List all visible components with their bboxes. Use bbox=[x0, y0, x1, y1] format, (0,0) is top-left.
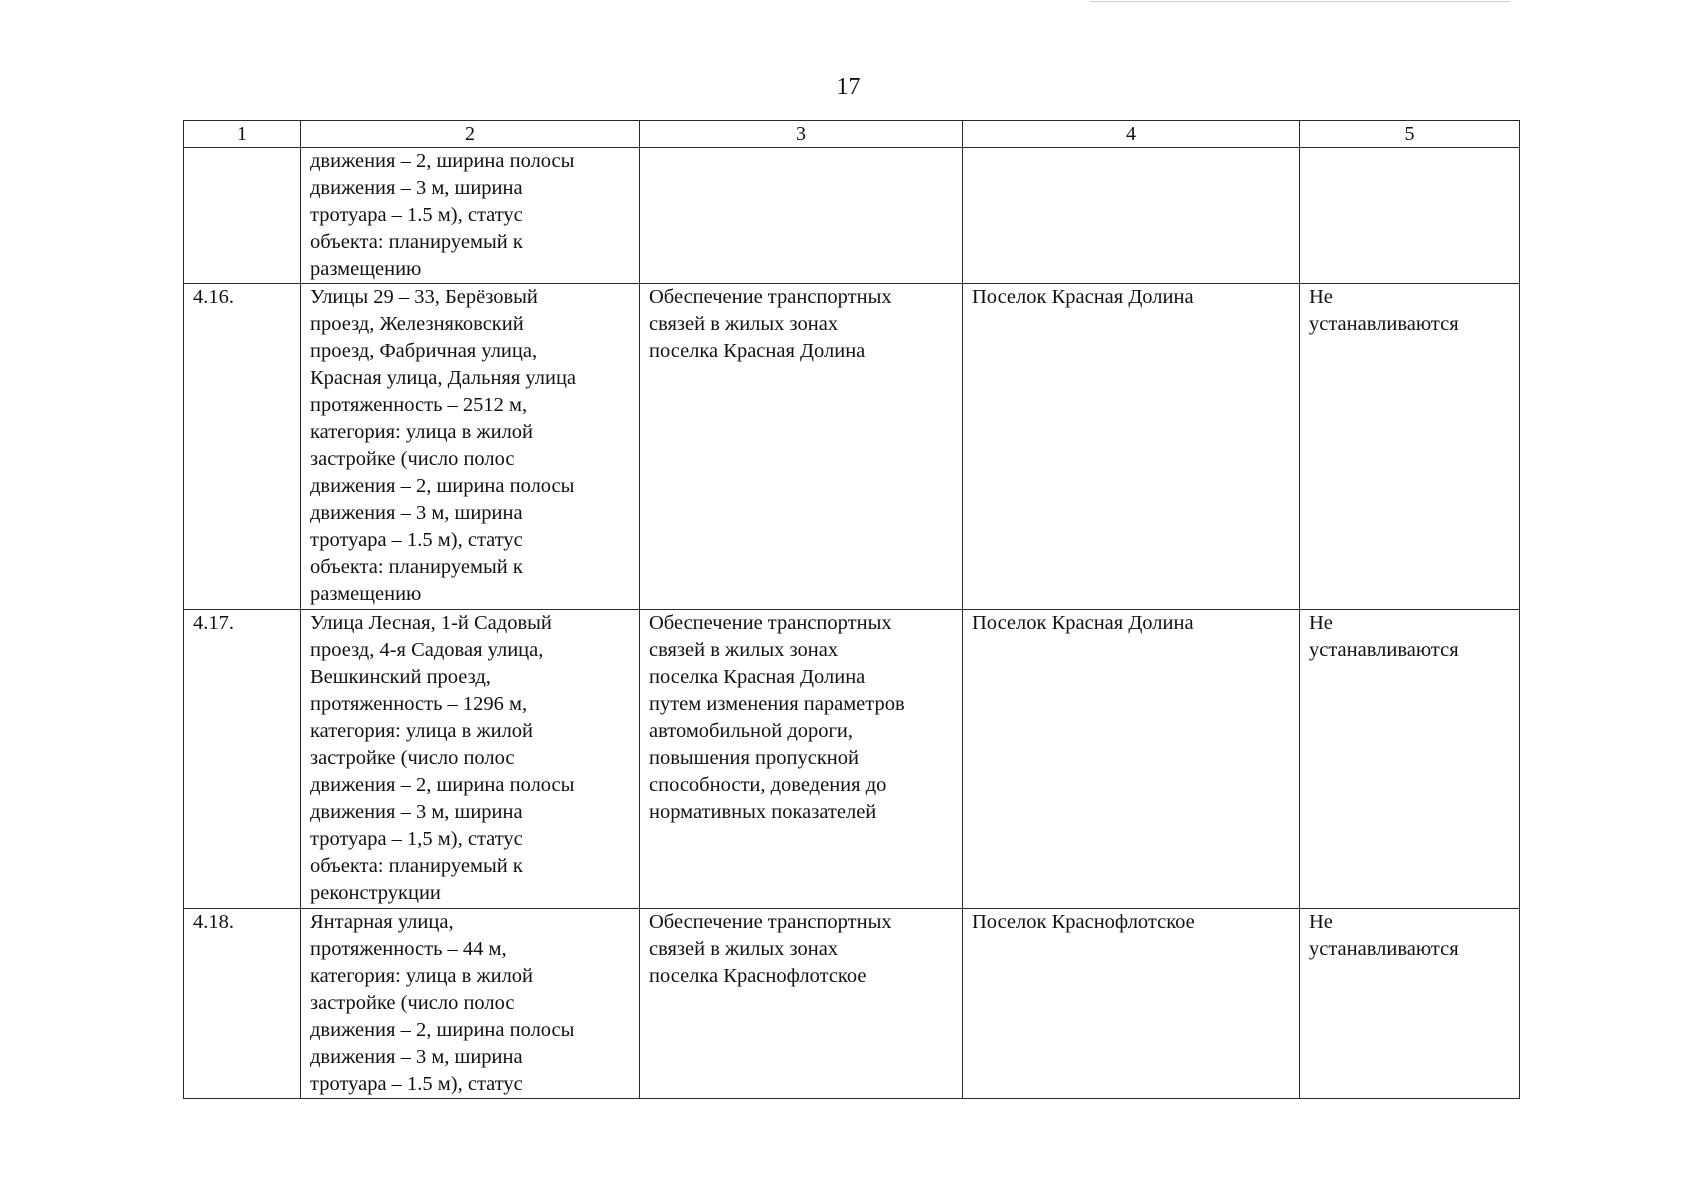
page-number: 17 bbox=[836, 74, 861, 100]
description-cell bbox=[301, 284, 640, 610]
zones-cell bbox=[1300, 284, 1520, 610]
description-cell bbox=[301, 610, 640, 909]
row-number: 4.17. bbox=[193, 612, 234, 634]
table-row bbox=[184, 909, 1520, 1099]
header-cell-3: 3 bbox=[640, 121, 963, 148]
purpose-cell bbox=[640, 610, 963, 909]
zones-cell bbox=[1300, 148, 1520, 284]
purpose-cell bbox=[640, 909, 963, 1099]
table-row bbox=[184, 284, 1520, 610]
row-number-cell bbox=[184, 610, 301, 909]
description-cell bbox=[301, 148, 640, 284]
object-purpose: Обеспечение транспортных связей в жилых зонах поселка Красная Долина путем изменения параметров автомобильной дороги, повышения пропускной способности, доведения до нормативных показателей bbox=[649, 612, 905, 823]
object-location: Поселок Красная Долина bbox=[972, 612, 1194, 634]
object-description: Янтарная улица, протяженность – 44 м, категория: улица в жилой застройке (число полос движения – 2, ширина полосы движения – 3 м, ширина тротуара – 1.5 м), статус bbox=[310, 911, 575, 1095]
description-cell bbox=[301, 909, 640, 1099]
header-cell-1: 1 bbox=[184, 121, 301, 148]
object-location: Поселок Красная Долина bbox=[972, 286, 1194, 308]
purpose-cell bbox=[640, 284, 963, 610]
object-zones: Не устанавливаются bbox=[1309, 612, 1459, 661]
row-number: 4.18. bbox=[193, 911, 234, 933]
object-zones: Не устанавливаются bbox=[1309, 911, 1459, 960]
location-cell bbox=[963, 284, 1300, 610]
object-location: Поселок Краснофлотское bbox=[972, 911, 1195, 933]
object-purpose: Обеспечение транспортных связей в жилых зонах поселка Красная Долина bbox=[649, 286, 892, 362]
location-cell bbox=[963, 148, 1300, 284]
object-description: Улицы 29 – 33, Берёзовый проезд, Железняковский проезд, Фабричная улица, Красная улица, Дальняя улица протяженность – 2512 м, категория: улица в жилой застройке (число полос движения – 2, ширина полосы движения – 3 м, ширина тротуара – 1.5 м), статус объекта: планируемый к размещению bbox=[310, 286, 577, 605]
object-description: движения – 2, ширина полосы движения – 3 м, ширина тротуара – 1.5 м), статус объекта: планируемый к размещению bbox=[310, 150, 575, 280]
row-number: 4.16. bbox=[193, 286, 234, 308]
table-row bbox=[184, 610, 1520, 909]
purpose-cell bbox=[640, 148, 963, 284]
header-cell-2: 2 bbox=[301, 121, 640, 148]
location-cell bbox=[963, 909, 1300, 1099]
scan-edge-mark bbox=[1090, 1, 1510, 2]
objects-table bbox=[183, 120, 1520, 1099]
row-number-cell bbox=[184, 148, 301, 284]
row-number-cell bbox=[184, 284, 301, 610]
table-header-row bbox=[184, 121, 1520, 148]
table-row bbox=[184, 148, 1520, 284]
location-cell bbox=[963, 610, 1300, 909]
zones-cell bbox=[1300, 610, 1520, 909]
object-description: Улица Лесная, 1-й Садовый проезд, 4-я Садовая улица, Вешкинский проезд, протяженность – 1296 м, категория: улица в жилой застройке (число полос движения – 2, ширина полосы движения – 3 м, ширина тротуара – 1,5 м), статус объекта: планируемый к реконструкции bbox=[310, 612, 575, 904]
object-zones: Не устанавливаются bbox=[1309, 286, 1459, 335]
header-cell-4: 4 bbox=[963, 121, 1300, 148]
header-cell-5: 5 bbox=[1300, 121, 1520, 148]
object-purpose: Обеспечение транспортных связей в жилых зонах поселка Краснофлотское bbox=[649, 911, 892, 987]
zones-cell bbox=[1300, 909, 1520, 1099]
row-number-cell bbox=[184, 909, 301, 1099]
